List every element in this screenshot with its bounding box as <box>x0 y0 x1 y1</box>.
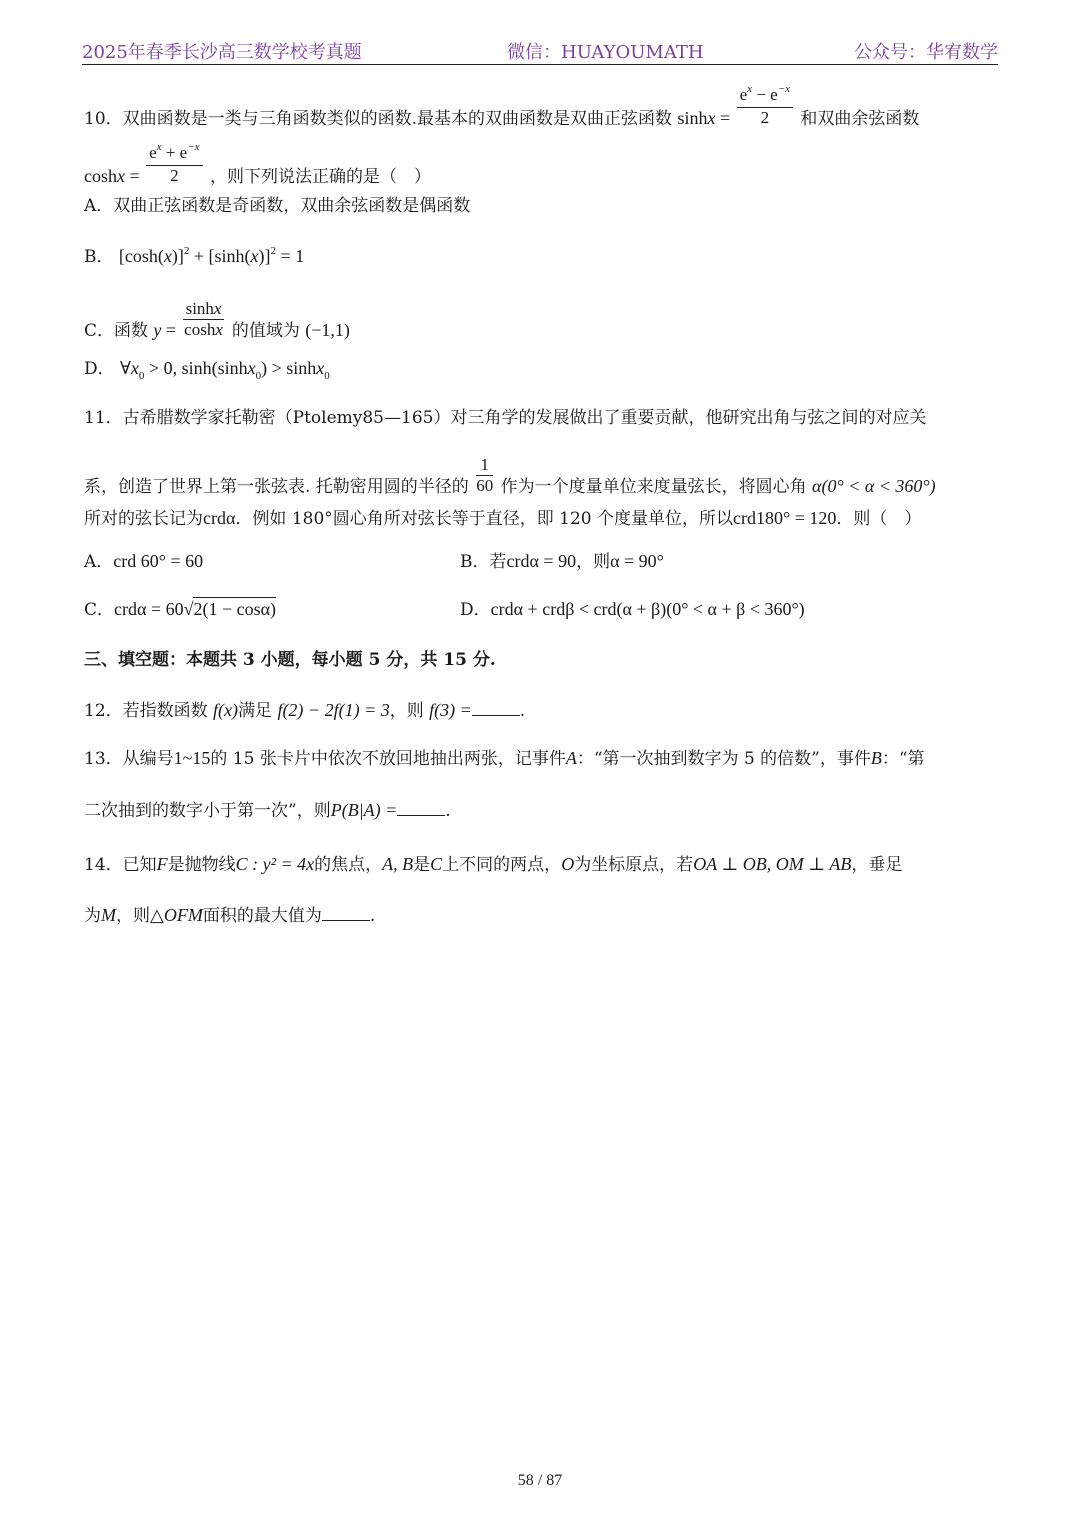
q10-line1: 10．双曲函数是一类与三角函数类似的函数.最基本的双曲函数是双曲正弦函数 sinhx = $\frac{e^x - e^{-x}}{2}$ 和双曲余弦函数 <box>84 83 920 129</box>
page-header <box>82 36 998 64</box>
header-right: 公众号：华宥数学 <box>854 42 998 63</box>
q11-line3: 所对的弦长记为crdα．例如 180°圆心角所对弦长等于直径，即 120 个度量单位，所以crd180° = 120．则（ ） <box>84 508 922 529</box>
q10-line2: coshx = $\frac{e^x + e^{-x}}{2}$ ，则下列说法正确的是（ ） <box>84 141 431 187</box>
q13-line1: 13．从编号1~15的 15 张卡片中依次不放回地抽出两张，记事件A：“第一次抽到数字为 5 的倍数”，事件B：“第 <box>84 748 925 769</box>
one-sixtieth-fraction: $\frac{1}{60}$ <box>476 455 494 495</box>
q13-answer-blank <box>397 797 445 816</box>
q11-option-b: B．若crdα = 90，则α = 90° <box>460 551 664 572</box>
q13-line2: 二次抽到的数字小于第一次”，则P(B|A) = . <box>84 797 451 823</box>
q12-answer-blank <box>472 697 520 716</box>
header-left: 2025年春季长沙高三数学校考真题 <box>82 42 362 63</box>
q10-option-a: A．双曲正弦函数是奇函数，双曲余弦函数是偶函数 <box>84 196 471 216</box>
q11-option-c: C．crdα = 60√2(1 − cosα) <box>84 599 277 620</box>
cosh-fraction: $\frac{e^x + e^{-x}}{2}$ <box>146 143 202 186</box>
header-rule <box>82 64 998 65</box>
q10-option-b: B． $[\cosh(x)]^2 + [\sinh(x)]^2 = 1$ <box>84 245 305 267</box>
page-number: 58 / 87 <box>517 1472 563 1489</box>
q14-line2: 为M，则△OFM面积的最大值为 . <box>84 902 375 928</box>
sinh-fraction: $\frac{e^x - e^{-x}}{2}$ <box>737 85 793 128</box>
q14-answer-blank <box>322 902 370 921</box>
q14-line1: 14．已知F是抛物线C : y² = 4x的焦点，A, B是C上不同的两点，O为坐标原点，若OA ⊥ OB, OM ⊥ AB，垂足 <box>84 854 903 875</box>
q11-line2: 系，创造了世界上第一张弦表. 托勒密用圆的半径的 $\frac{1}{60}$ 作为一个度量单位来度量弦长，将圆心角 α(0° < α < 360°) <box>84 455 936 497</box>
q11-option-d: D．crdα + crdβ < crd(α + β)(0° < α + β < 360°) <box>460 599 805 620</box>
section3-title: 三、填空题：本题共 3 小题，每小题 5 分，共 15 分. <box>84 650 496 670</box>
header-center: 微信：HUAYOUMATH <box>507 42 704 63</box>
tanh-fraction: $\frac{\sinh x}{\cosh x}$ <box>184 299 223 339</box>
q11-line1: 11．古希腊数学家托勒密（Ptolemy85—165）对三角学的发展做出了重要贡献，他研究出角与弦之间的对应关 <box>84 408 927 428</box>
q12-line: 12．若指数函数 f(x)满足 f(2) − 2f(1) = 3，则 f(3) = . <box>84 697 525 723</box>
q10-option-d: D． $\forall x_0 > 0$, sinh(sinhx$_0$) > sinhx$_0$ <box>84 358 330 382</box>
q11-option-a: A．crd 60° = 60 <box>84 551 204 572</box>
q10-option-c: C．函数 y = $\frac{\sinh x}{\cosh x}$ 的值域为 (−1,1) <box>84 299 350 341</box>
